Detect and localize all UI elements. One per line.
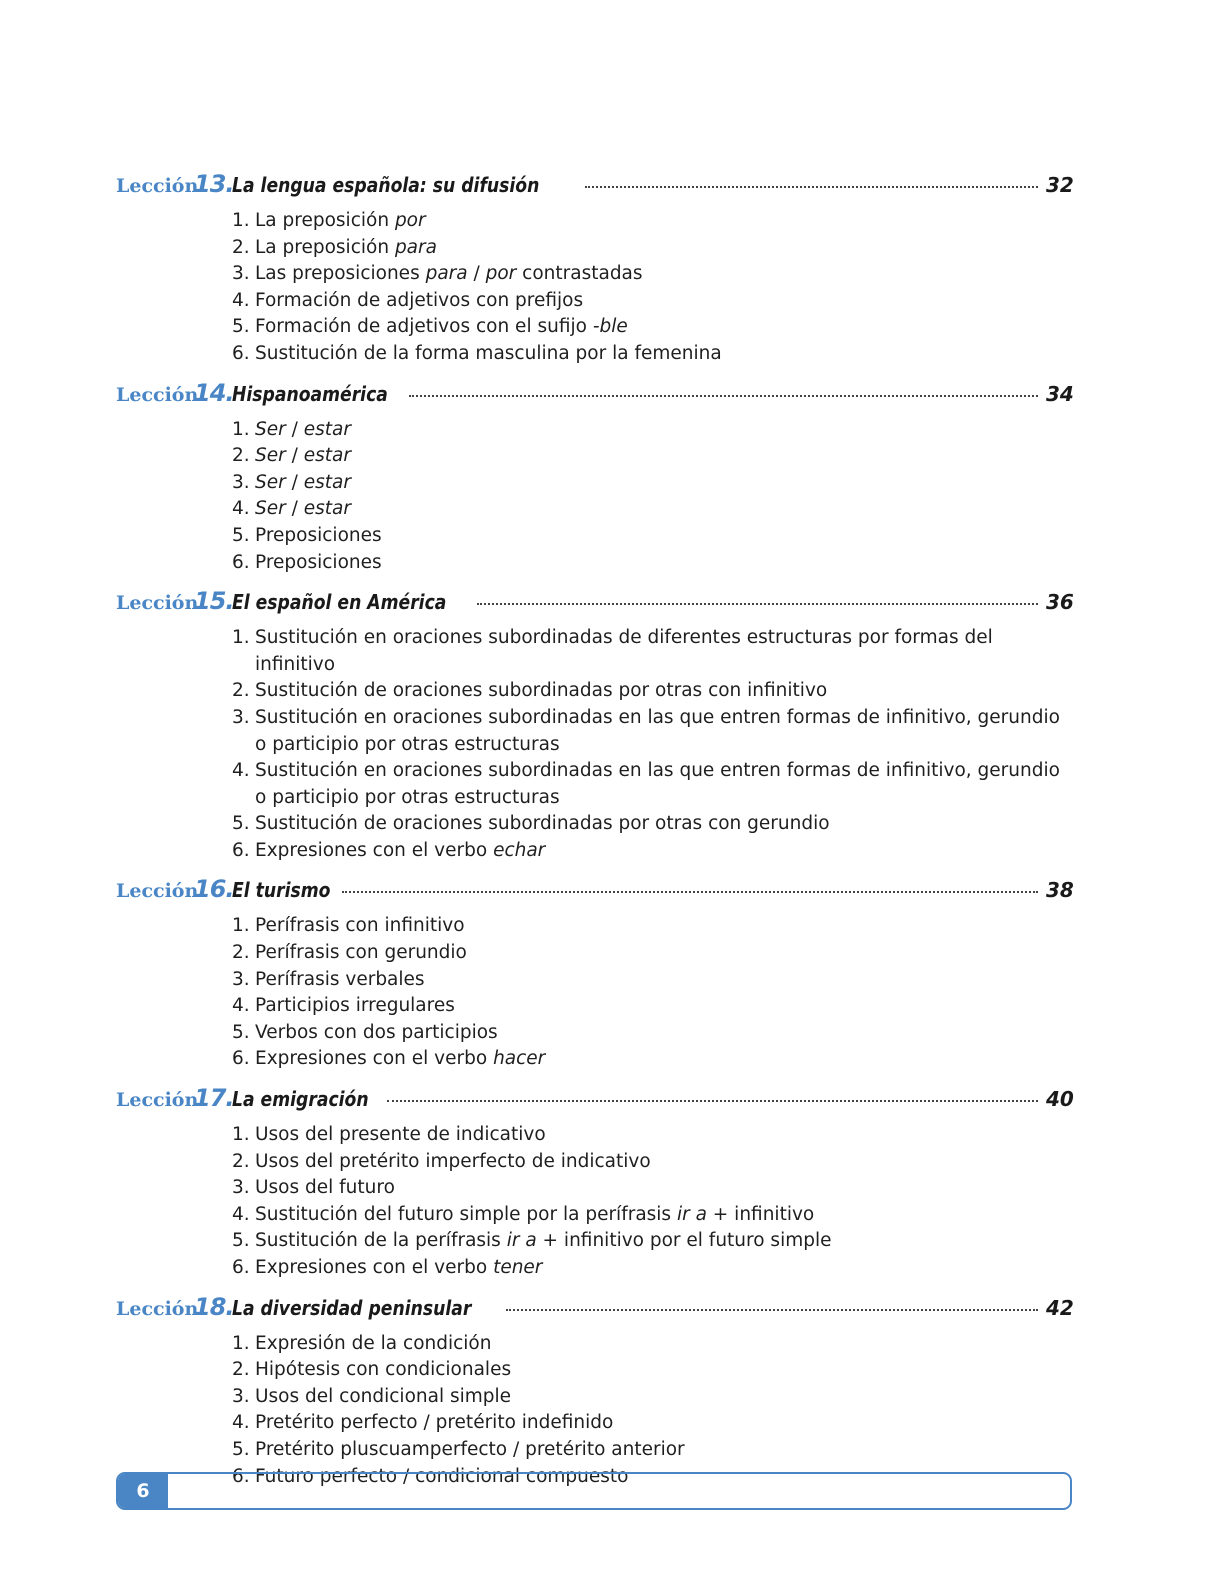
- dotted-leader: [387, 1100, 1038, 1102]
- list-item: 6. Expresiones con el verbo tener: [232, 1257, 543, 1278]
- lesson-section: [116, 379, 1072, 577]
- lesson-number: 15.: [194, 587, 234, 616]
- lesson-section: [116, 170, 1072, 368]
- lesson-title: La diversidad peninsular: [232, 1295, 472, 1320]
- lesson-section: [116, 1084, 1072, 1282]
- list-item: 4. Sustitución del futuro simple por la perífrasis ir a + infinitivo: [232, 1203, 815, 1225]
- dotted-leader: [342, 891, 1038, 893]
- lesson-page-number: 36: [1046, 590, 1074, 615]
- lesson-page-number: 42: [1046, 1295, 1074, 1320]
- lesson-number: 18.: [194, 1292, 234, 1321]
- list-item: 1. Perífrasis con infinitivo: [232, 915, 465, 937]
- list-item: 1. Ser / estar: [232, 418, 351, 440]
- list-item: 3. Sustitución en oraciones subordinadas en las que entren formas de infinitivo, gerundio o participio por otras estructuras: [232, 706, 1060, 755]
- list-item: 1. Expresión de la condición: [232, 1332, 492, 1354]
- page-footer-bar: [116, 1472, 1072, 1510]
- lesson-label: Lección: [116, 592, 199, 615]
- lesson-heading: [116, 379, 1072, 417]
- list-item: 2. Hipótesis con condicionales: [232, 1359, 512, 1381]
- lesson-label: Lección: [116, 1297, 199, 1320]
- list-item: 4. Pretérito perfecto / pretérito indefinido: [232, 1412, 614, 1434]
- lesson-page-number: 38: [1046, 878, 1074, 903]
- lesson-page-number: 34: [1046, 381, 1074, 406]
- page-number: 6: [118, 1474, 168, 1508]
- list-item: 3. Las preposiciones para / por contrastadas: [232, 263, 643, 285]
- lesson-page-number: 40: [1046, 1087, 1074, 1112]
- lesson-label: Lección: [116, 175, 199, 197]
- table-of-contents: [116, 170, 1072, 1501]
- lesson-heading: [116, 875, 1072, 913]
- lesson-number: 14.: [194, 378, 234, 407]
- list-item: 6. Preposiciones: [232, 551, 382, 573]
- lesson-label: Lección: [116, 383, 199, 406]
- list-item: 5. Sustitución de oraciones subordinadas por otras con gerundio: [232, 813, 830, 835]
- lesson-number: 16.: [194, 875, 234, 904]
- list-item: 2. Usos del pretérito imperfecto de indicativo: [232, 1150, 651, 1172]
- lesson-topics: [116, 913, 1072, 1073]
- list-item: 5. Formación de adjetivos con el sufijo -ble: [232, 316, 628, 338]
- lesson-title: El turismo: [232, 878, 331, 903]
- dotted-leader: [585, 186, 1038, 188]
- lesson-topics: [116, 417, 1072, 577]
- lesson-heading: [116, 1084, 1072, 1122]
- list-item: 5. Preposiciones: [232, 524, 382, 546]
- dotted-leader: [506, 1309, 1038, 1311]
- list-item: 4. Ser / estar: [232, 498, 351, 520]
- lesson-title: El español en América: [232, 590, 447, 615]
- list-item: 5. Pretérito pluscuamperfecto / pretérito anterior: [232, 1438, 685, 1460]
- lesson-topics: [116, 1331, 1072, 1491]
- list-item: 4. Sustitución en oraciones subordinadas en las que entren formas de infinitivo, gerundio o participio por otras estructuras: [232, 760, 1060, 808]
- list-item: 2. La preposición para: [232, 236, 437, 258]
- lesson-heading: [116, 170, 1072, 208]
- lesson-label: Lección: [116, 880, 199, 903]
- list-item: 3. Perífrasis verbales: [232, 968, 425, 990]
- lesson-topics: [116, 1122, 1072, 1282]
- lesson-title: La emigración: [232, 1087, 369, 1112]
- lesson-topics: [116, 208, 1072, 368]
- list-item: 6. Expresiones con el verbo hacer: [232, 1048, 546, 1070]
- lesson-title: La lengua española: su difusión: [232, 173, 540, 197]
- lesson-number: 17.: [194, 1084, 234, 1113]
- list-item: 1. La preposición por: [232, 210, 426, 231]
- list-item: 3. Usos del futuro: [232, 1177, 395, 1199]
- lesson-section: [116, 587, 1072, 864]
- list-item: 2. Sustitución de oraciones subordinadas por otras con infinitivo: [232, 680, 828, 702]
- list-item: 5. Verbos con dos participios: [232, 1021, 498, 1043]
- list-item: 6. Futuro perfecto / condicional compuesto: [232, 1465, 629, 1487]
- lesson-section: [116, 875, 1072, 1073]
- list-item: 1. Usos del presente de indicativo: [232, 1124, 546, 1146]
- list-item: 3. Usos del condicional simple: [232, 1385, 512, 1407]
- lesson-label: Lección: [116, 1089, 199, 1112]
- list-item: 1. Sustitución en oraciones subordinadas de diferentes estructuras por formas del infinitivo: [232, 627, 993, 675]
- lesson-number: 13.: [194, 170, 234, 198]
- lesson-page-number: 32: [1046, 173, 1074, 197]
- lesson-topics: [116, 625, 1072, 864]
- list-item: 2. Ser / estar: [232, 445, 351, 467]
- list-item: 4. Participios irregulares: [232, 995, 455, 1017]
- list-item: 6. Sustitución de la forma masculina por la femenina: [232, 342, 722, 364]
- list-item: 2. Perífrasis con gerundio: [232, 942, 467, 964]
- list-item: 6. Expresiones con el verbo echar: [232, 839, 546, 861]
- list-item: 3. Ser / estar: [232, 471, 351, 493]
- list-item: 4. Formación de adjetivos con prefijos: [232, 289, 584, 311]
- dotted-leader: [477, 603, 1038, 605]
- lesson-title: Hispanoamérica: [232, 381, 388, 406]
- list-item: 5. Sustitución de la perífrasis ir a + infinitivo por el futuro simple: [232, 1230, 832, 1252]
- lesson-section: [116, 1293, 1072, 1491]
- lesson-heading: [116, 587, 1072, 625]
- dotted-leader: [409, 395, 1038, 397]
- lesson-heading: [116, 1293, 1072, 1331]
